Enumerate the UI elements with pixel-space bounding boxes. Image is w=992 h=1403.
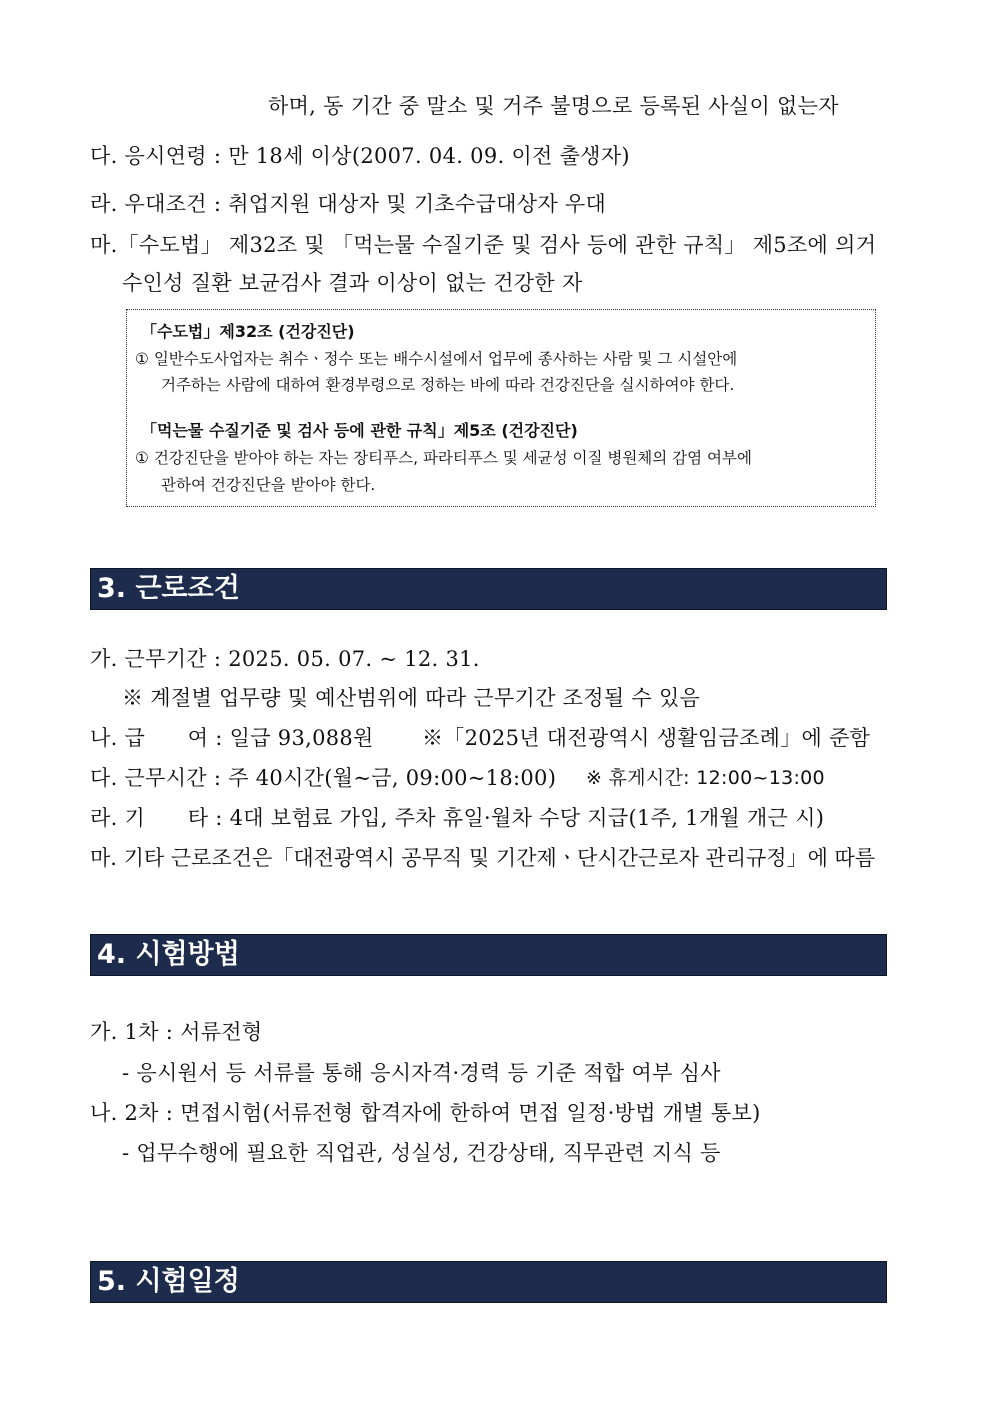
law2-line1: ① 건강진단을 받아야 하는 자는 장티푸스, 파라티푸스 및 세균성 이질 병원체의 감염 여부에 [135,449,752,467]
law2-title: 「먹는물 수질기준 및 검사 등에 관한 규칙」제5조 (건강진단) [141,421,578,440]
work-etc: 라. 기 타 : 4대 보험료 가입, 주차 휴일·월차 수당 지급(1주, 1개월 개근 시) [90,806,825,830]
work-period: 가. 근무기간 : 2025. 05. 07. ~ 12. 31. [90,647,480,671]
eligibility-preference: 라. 우대조건 : 취업지원 대상자 및 기초수급대상자 우대 [90,192,607,216]
eligibility-health-line2: 수인성 질환 보균검사 결과 이상이 없는 건강한 자 [122,271,583,295]
wage-note: ※「2025년 대전광역시 생활임금조례」에 준함 [422,726,871,750]
law2-line2: 관하여 건강진단을 받아야 한다. [161,476,376,494]
eligibility-health-line1: 마.「수도법」 제32조 및 「먹는물 수질기준 및 검사 등에 관한 규칙」 제5조에 의거 [90,233,877,257]
law1-line1: ① 일반수도사업자는 취수ㆍ정수 또는 배수시설에서 업무에 종사하는 사람 및 그 시설안에 [135,350,738,368]
work-other: 마. 기타 근로조건은「대전광역시 공무직 및 기간제ㆍ단시간근로자 관리규정」에 따름 [90,846,876,870]
work-period-note: ※ 계절별 업무량 및 예산범위에 따라 근무기간 조정될 수 있음 [122,686,701,710]
work-hours-note: ※ 휴게시간: 12:00~13:00 [586,767,825,789]
section3-header: 3. 근로조건 [90,568,887,610]
exam-first-detail: - 응시원서 등 서류를 통해 응시자격·경력 등 기준 적합 여부 심사 [122,1061,721,1085]
work-hours: 다. 근무시간 : 주 40시간(월~금, 09:00~18:00) [90,766,557,790]
exam-second: 나. 2차 : 면접시험(서류전형 합격자에 한하여 면접 일정·방법 개별 통보) [90,1101,761,1125]
exam-second-detail: - 업무수행에 필요한 직업관, 성실성, 건강상태, 직무관련 지식 등 [122,1141,721,1165]
exam-first: 가. 1차 : 서류전형 [90,1020,263,1044]
eligibility-continuation: 하며, 동 기간 중 말소 및 거주 불명으로 등록된 사실이 없는자 [268,94,839,118]
wage: 나. 급 여 : 일급 93,088원 [90,726,374,750]
law1-line2: 거주하는 사람에 대하여 환경부령으로 정하는 바에 따라 건강진단을 실시하여야 한다. [161,376,735,394]
eligibility-age: 다. 응시연령 : 만 18세 이상(2007. 04. 09. 이전 출생자) [90,144,630,168]
section4-header: 4. 시험방법 [90,934,887,976]
law-excerpt-box [126,309,876,507]
section5-header: 5. 시험일정 [90,1261,887,1303]
law1-title: 「수도법」제32조 (건강진단) [141,322,355,341]
